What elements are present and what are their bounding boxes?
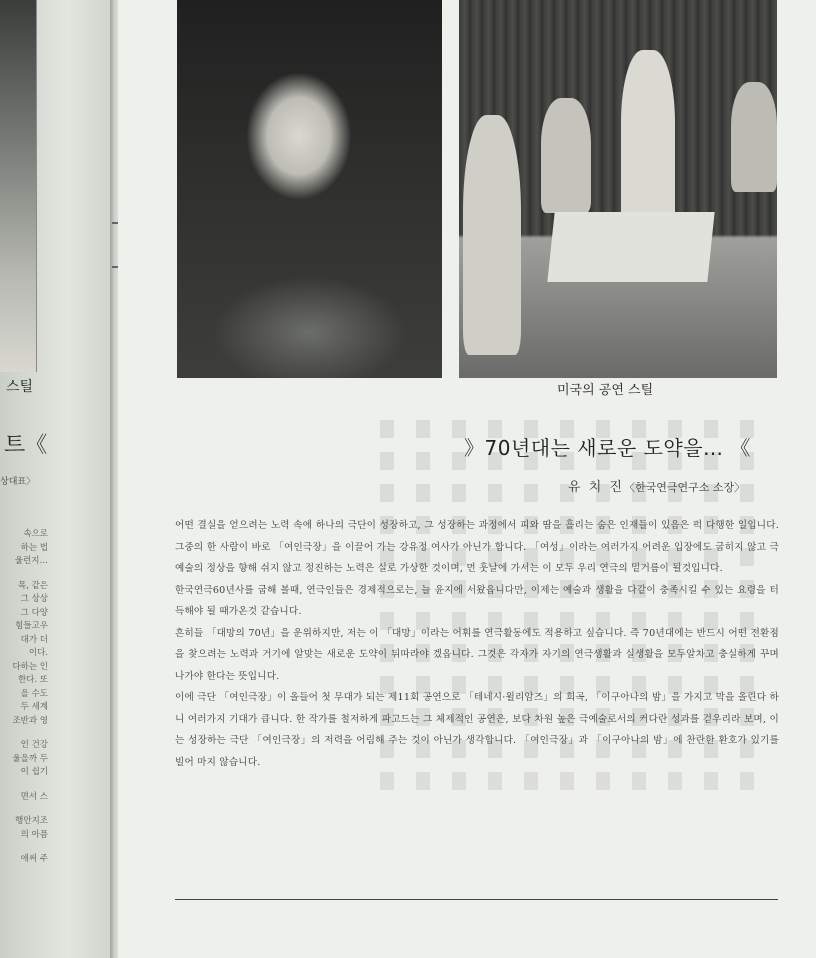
left-text-line (0, 728, 48, 739)
left-text-line: 인 건강 (20, 740, 48, 750)
actor-figure (621, 50, 675, 230)
left-photo-caption: 스틸 (6, 379, 34, 395)
left-text-line: 힘들고우 (15, 621, 48, 631)
left-article-subtitle: 상대표〉 (0, 477, 36, 487)
article-body (175, 515, 779, 773)
left-text-line: 대가 더 (20, 634, 48, 645)
left-text-line (0, 569, 48, 580)
left-text-line: 의 아픔 (20, 829, 48, 840)
left-text-line: 을 수도 (20, 688, 48, 699)
actor-figure (541, 98, 591, 213)
left-photo-fragment (0, 0, 36, 372)
left-text-line (0, 780, 48, 791)
left-text-line: 면서 스 (20, 791, 48, 802)
photo-border (36, 0, 37, 372)
author-name: 유 치 진 (568, 480, 624, 495)
left-text-line: 애써 주 (20, 854, 48, 864)
left-article-title: 트《 (4, 433, 48, 458)
article-title: 》70년대는 새로운 도약을… 《 (464, 436, 751, 460)
left-text-line: 한다. 또 (17, 675, 48, 685)
left-text-line: 울을까 두 (12, 753, 48, 764)
left-text-line: 하는 법 (20, 542, 48, 553)
author-affiliation: 〈한국연극연구소 소장〉 (623, 481, 746, 494)
previous-page (0, 0, 112, 958)
left-text-line (0, 804, 48, 815)
actor-figure (731, 82, 777, 192)
portrait-photo (177, 0, 442, 378)
left-text-line: 행안지조 (15, 816, 48, 826)
left-text-line: 조반과 영 (12, 715, 48, 726)
left-text-line: 목, 같은 (17, 580, 48, 591)
left-text-line: 울런지… (14, 556, 48, 566)
left-article-body (0, 528, 48, 867)
left-text-line: 두 세계 (20, 702, 48, 712)
stage-photo-caption: 미국의 공연 스틸 (557, 383, 654, 398)
paragraph: 한국연극60년사를 굽해 볼때, 연극인들은 경제적으로는, 늘 윤지에 서왔읍니다만, 이제는 예술과 생활을 다같이 충족시킬 수 있는 요령을 터득해야 될 때가온것 같습니다. (175, 584, 779, 617)
paragraph: 이에 극단 「여인극장」이 올들어 첫 무대가 되는 제11회 공연으로 「테네시·윌리암즈」의 희곡, 「이구아나의 밤」을 가지고 막을 올린다 하니 여러가지 기대가 큽니다. 한 작가를 철저하게 파고드는 그 체제적인 공연은, 보다 차원 높은 극예술로서의 커다란 성과를 걷우리라 보며, 이는 성장하는 극단 「여인극장」의 저력을 어림해 주는 것이 아닌가 생각합니다. 「여인극장」과 「이구아나의 밤」에 찬란한 환호가 있기를 빌어 마지 않습니다. (175, 692, 779, 768)
byline (568, 476, 745, 495)
paragraph: 어떤 결실을 얻으려는 노력 속에 하나의 극단이 성장하고, 그 성장하는 과정에서 피와 땀을 흘리는 숨은 인재들이 있음은 퍽 다행한 일입니다. 그중의 한 사람이 바로 「여인극장」을 이끌어 가는 강유정 여사가 아닌가 합니다. 「여성」이라는 여러가지 어려운 입장에도 굽히지 않고 극예술의 정상을 향해 쉬지 않고 정진하는 노력은 실로 가상한 것이며, 먼 훗날에 가서는 이 모두 우리 연극의 밑거름이 될것입니다. (175, 520, 779, 574)
left-text-line: 그 상상 (20, 594, 48, 604)
bottom-rule (175, 899, 778, 900)
left-text-line (0, 842, 48, 853)
paragraph: 흔히들 「대망의 70년」을 운위하지만, 저는 이 「대망」이라는 어휘를 연극활동에도 적용하고 싶습니다. 즉 70년대에는 반드시 어떤 전환점을 찾으려는 노력과 거기에 알맞는 새로운 도약이 뒤따라야 겠읍니다. 그것은 각자가 자기의 연극생활과 실생활을 모두알차고 충실하게 꾸며 나가야 한다는 뜻입니다. (175, 627, 779, 682)
left-text-line: 이 쉽기 (20, 767, 48, 777)
actor-figure (463, 115, 521, 355)
left-text-line: 그 다양 (20, 607, 48, 618)
stage-photo (459, 0, 777, 378)
stage-table (547, 212, 714, 282)
left-text-line: 다하는 인 (12, 661, 48, 672)
left-text-line: 이다. (28, 648, 48, 658)
left-text-line: 속으로 (23, 529, 48, 539)
